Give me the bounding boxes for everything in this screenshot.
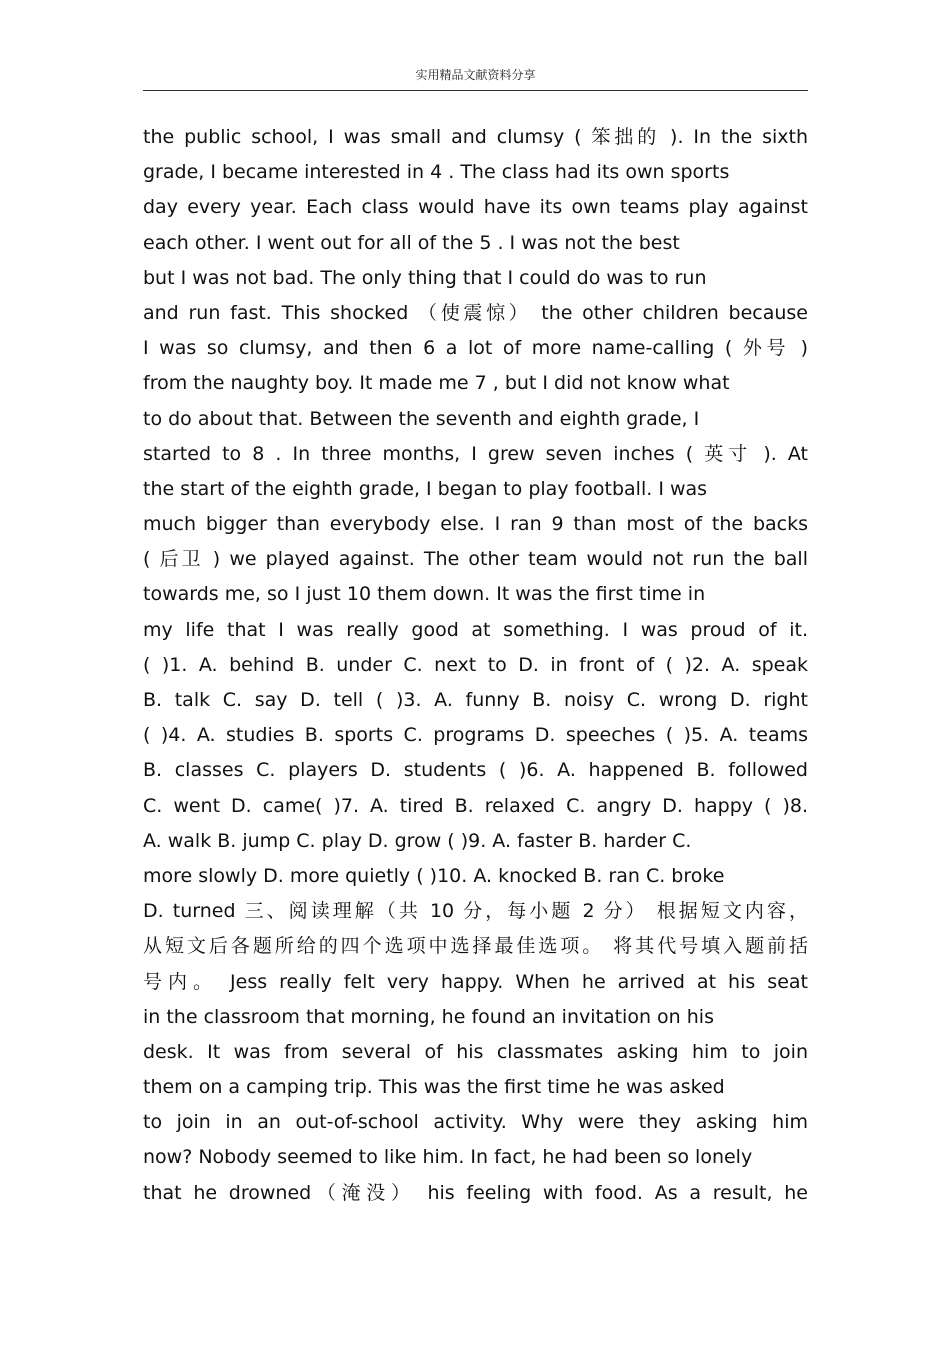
text-line: in the classroom that morning, he found an invitation on his: [143, 1005, 714, 1028]
text-line: B. talk C. say D. tell ( )3. A. funny B. noisy C. wrong D. right: [143, 689, 808, 711]
text-line: but I was not bad. The only thing that I could do was to run: [143, 266, 707, 289]
text-line: desk. It was from several of his classmates asking him to join: [143, 1040, 808, 1063]
text-line: 号内。 Jess really felt very happy. When he arrived at his seat: [143, 970, 808, 993]
text-line: C. went D. came( )7. A. tired B. relaxed C. angry D. happy ( )8.: [143, 794, 808, 817]
text-line: that he drowned（淹没） his feeling with food. As a result, he: [143, 1181, 808, 1204]
text-line: and run fast. This shocked （使震惊） the other children because: [143, 301, 808, 324]
text-line: ( )4. A. studies B. sports C. programs D. speeches ( )5. A. teams: [143, 724, 808, 747]
text-line: more slowly D. more quietly ( )10. A. knocked B. ran C. broke: [143, 864, 725, 887]
text-line: ( )1. A. behind B. under C. next to D. in front of ( )2. A. speak: [143, 653, 808, 676]
text-line: my life that I was really good at something. I was proud of it.: [143, 618, 808, 641]
text-line: to join in an out-of-school activity. Why were they asking him: [143, 1111, 808, 1134]
text-line: A. walk B. jump C. play D. grow ( )9. A. faster B. harder C.: [143, 829, 692, 852]
body-text: [143, 120, 808, 1211]
text-line: B. classes C. players D. students ( )6. A. happened B. followed: [143, 759, 808, 782]
text-line: much bigger than everybody else. I ran 9 than most of the backs: [143, 513, 808, 536]
text-line: the start of the eighth grade, I began to play football. I was: [143, 477, 708, 500]
text-line: ( 后卫 ) we played against. The other team would not run the ball: [143, 548, 808, 571]
text-line: D. turned 三、阅读理解（共 10 分，每小题 2 分） 根据短文内容，: [143, 900, 808, 923]
text-line: each other. I went out for all of the 5 . I was not the best: [143, 231, 680, 254]
text-line: 从短文后各题所给的四个选项中选择最佳选项。 将其代号填入题前括: [143, 935, 808, 958]
page-header: 实用精品文献资料分享: [415, 68, 536, 82]
header-divider: [143, 90, 808, 91]
text-line: to do about that. Between the seventh and eighth grade, I: [143, 407, 700, 430]
text-line: towards me, so I just 10 them down. It was the first time in: [143, 583, 706, 606]
text-line: I was so clumsy, and then 6 a lot of more name-calling ( 外号 ): [143, 337, 808, 360]
text-line: now? Nobody seemed to like him. In fact, he had been so lonely: [143, 1146, 753, 1169]
text-line: grade, I became interested in 4 . The class had its own sports: [143, 161, 730, 184]
text-line: from the naughty boy. It made me 7 , but I did not know what: [143, 372, 730, 395]
text-line: the public school, I was small and clumsy ( 笨拙的 ). In the sixth: [143, 126, 808, 148]
text-line: them on a camping trip. This was the first time he was asked: [143, 1076, 725, 1099]
text-line: day every year. Each class would have its own teams play against: [143, 196, 808, 219]
text-line: started to 8 . In three months, I grew seven inches ( 英寸 ). At: [143, 442, 808, 465]
